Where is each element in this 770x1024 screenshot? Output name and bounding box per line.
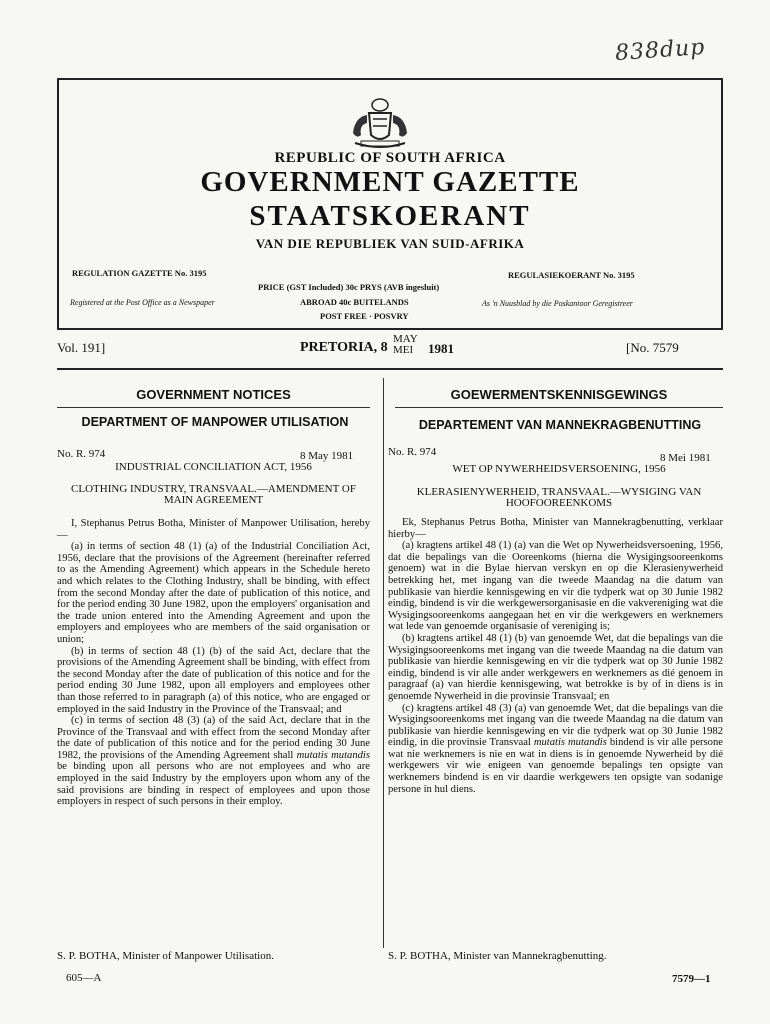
registered-af: As 'n Nuusblad by die Poskantoor Geregistreer xyxy=(482,299,633,308)
left-body xyxy=(57,518,370,808)
right-body xyxy=(388,517,723,795)
right-notice-number: No. R. 974 xyxy=(388,446,437,458)
right-department: DEPARTEMENT VAN MANNEKRAGBENUTTING xyxy=(418,418,702,432)
left-act: INDUSTRIAL CONCILIATION ACT, 1956 xyxy=(115,461,312,473)
right-para-c xyxy=(388,703,723,796)
staatskoerant-title: STAATSKOERANT xyxy=(249,200,531,232)
left-signature: S. P. BOTHA, Minister of Manpower Utilisation. xyxy=(57,950,274,962)
right-signature: S. P. BOTHA, Minister van Mannekragbenutting. xyxy=(388,950,607,962)
issue-number: [No. 7579 xyxy=(626,340,679,355)
handwritten-note: 838dup xyxy=(614,34,707,67)
gazette-title: GOVERNMENT GAZETTE xyxy=(200,166,580,198)
issue-place: PRETORIA, 8 xyxy=(300,340,388,355)
left-department: DEPARTMENT OF MANPOWER UTILISATION xyxy=(81,415,349,429)
right-act: WET OP NYWERHEIDSVERSOENING, 1956 xyxy=(452,463,666,475)
registered-en: Registered at the Post Office as a Newspaper xyxy=(70,298,215,307)
right-para-c-pre: (c) kragtens artikel 48 (3) (a) van genoemde Wet, dat die bepalings van die Wysigingsooreenkoms met ingang van die tweede Maandag na die datum van publikasie van hierdie kennisgewing en vir die tydperk wat op 30 Junie 1982 eindig, in die provinsie Transvaal xyxy=(388,702,723,749)
right-para-c-italic: mutatis mutandis xyxy=(533,737,607,749)
left-para-b: (b) in terms of section 48 (1) (b) of the said Act, declare that the provisions of the Amending Agreement shall be binding, with effect from the second Monday after the date of publication of this notice and for the period ending 30 June 1982, upon all employers and employees other than those referred to in paragraph (a) of this notice, who are engaged or employed in the said Industry in the Province of the Transvaal; and xyxy=(57,645,370,715)
issue-divider xyxy=(57,368,723,370)
abroad-line: ABROAD 40c BUITELANDS xyxy=(300,297,409,307)
post-free: POST FREE · POSVRY xyxy=(320,311,409,321)
right-para-b: (b) kragtens artikel 48 (1) (b) van genoemde Wet, dat die bepalings van die Wysigingsooreenkoms met ingang van die tweede Maandag na die datum van publikasie van hierdie kennisgewing en vir die tydperk wat op 30 Junie 1982 eindig, bindend is vir alle ander werkgewers en werknemers as dié genoem in paragraaf (a) van hierdie kennisgewing, wat betrokke is by of in diens is in genoemde Nywerheid in die provinsie Transvaal; en xyxy=(388,632,723,702)
left-intro: I, Stephanus Petrus Botha, Minister of Manpower Utilisation, hereby— xyxy=(57,518,370,541)
volume-number: Vol. 191] xyxy=(57,340,106,355)
left-notice-number: No. R. 974 xyxy=(57,448,106,460)
right-footer-code: 7579—1 xyxy=(672,973,711,985)
right-section-title: GOEWERMENTSKENNISGEWINGS xyxy=(450,387,668,402)
left-section-rule xyxy=(57,407,370,408)
left-section-title: GOVERNMENT NOTICES xyxy=(136,387,291,402)
right-para-a: (a) kragtens artikel 48 (1) (a) van die Wet op Nywerheidsversoening, 1956, dat die bepalings van die Ooreenkoms (hierna die Wysigingsooreenkoms genoem) wat in die Bylae hiervan verskyn en op die Klerasienywerheid betrekking het, met ingang van die tweede Maandag na die datum van publikasie van hierdie kennisgewing en vir die tydperk wat op 30 Junie 1982 eindig, bindend is vir die werkgewersorganisasie en die vakvereniging wat die Wysigingsooreenkoms aangegaan het en vir die werkgewers en werknemers wat lede van genoemde organisasie of vereniging is; xyxy=(388,540,723,633)
issue-month xyxy=(393,334,418,356)
republic-heading: REPUBLIC OF SOUTH AFRICA xyxy=(274,150,506,166)
regulation-gazette-en: REGULATION GAZETTE No. 3195 xyxy=(72,268,207,278)
right-intro: Ek, Stephanus Petrus Botha, Minister van Mannekragbenutting, verklaar hierby— xyxy=(388,517,723,540)
right-section-rule xyxy=(395,407,723,408)
left-notice-date: 8 May 1981 xyxy=(300,450,354,462)
left-para-c-post: be binding upon all persons who are not employees and who are employed in the said Industry by the employers upon whom any of the said provisions are binding in respect of employees and upon those employers in respect of such persons in their employ. xyxy=(57,761,370,808)
column-divider xyxy=(383,378,384,948)
issue-month-en: MAY xyxy=(393,333,418,345)
coat-of-arms-icon xyxy=(345,95,415,155)
left-para-a: (a) in terms of section 48 (1) (a) of the Industrial Conciliation Act, 1956, declare that the provisions of the Agreement (hereinafter referred to as the Amending Agreement) which appears in the Schedule hereto and which relates to the Clothing Industry, shall be binding, with effect from the second Monday after the date of publication of this notice, and for the period ending 30 June 1982, upon the employers' organisation and the trade union entered into the Amending Agreement and upon the employers and employees who are members of the said organisation or union; xyxy=(57,541,370,645)
left-footer-code: 605—A xyxy=(66,972,102,984)
left-para-c-italic: mutatis mutandis xyxy=(296,749,370,761)
left-para-c xyxy=(57,715,370,808)
left-heading: CLOTHING INDUSTRY, TRANSVAAL.—AMENDMENT OF MAIN AGREEMENT xyxy=(71,483,356,506)
gazette-subtitle: VAN DIE REPUBLIEK VAN SUID-AFRIKA xyxy=(255,236,525,251)
issue-year: 1981 xyxy=(428,341,454,356)
price-line: PRICE (GST Included) 30c PRYS (AVB ingesluit) xyxy=(258,282,440,292)
left-para-c-pre: (c) in terms of section 48 (3) (a) of the said Act, declare that in the Province of the Transvaal and with effect from the second Monday after the date of publication of this notice and for the period ending 30 June 1982, the provisions of the Amending Agreement shall xyxy=(57,715,370,761)
right-heading: KLERASIENYWERHEID, TRANSVAAL.—WYSIGING VAN HOOFOOREENKOMS xyxy=(416,486,702,509)
right-notice-date: 8 Mei 1981 xyxy=(660,452,711,464)
right-para-c-post: bindend is vir alle persone wat nie werknemers is nie en wat in diens is in genoemde Nywerheid by dié werkgewers vir wie enigeen van genoemde bepalings ten opsigte van werknemers bindend is en vir daardie werkgewers ten opsigte van sodanige persone in hul diens. xyxy=(388,737,723,795)
regulation-gazette-af: REGULASIEKOERANT No. 3195 xyxy=(508,270,635,280)
issue-month-af: MEI xyxy=(393,344,414,356)
